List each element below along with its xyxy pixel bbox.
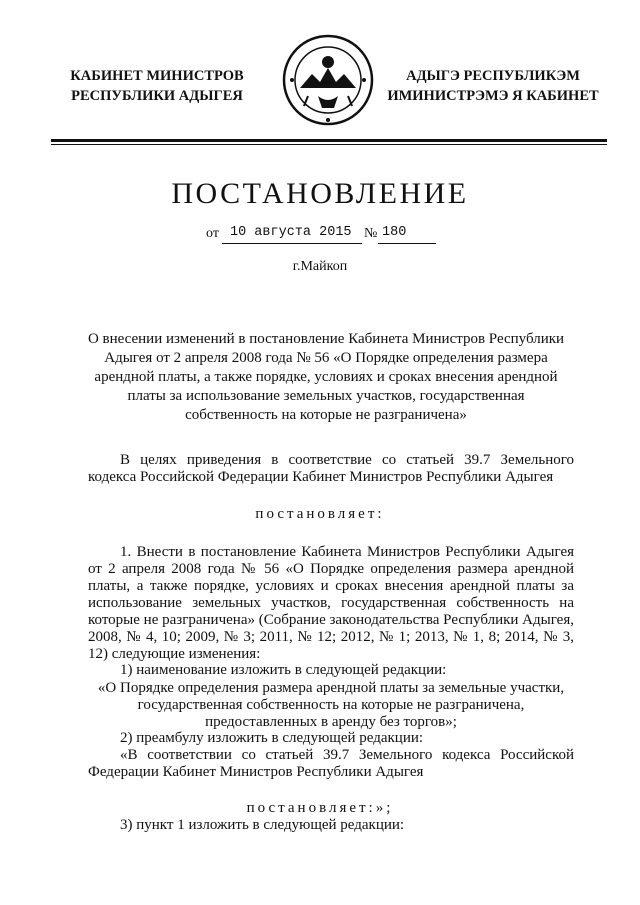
- decides-heading-quoted: постановляет:»;: [246, 800, 394, 816]
- subitem-2: 2) преамбулу изложить в следующей редакции:: [120, 730, 424, 746]
- subitem-1: 1) наименование изложить в следующей редакции:: [120, 662, 447, 678]
- subject-line: О внесении изменений в постановление Кабинета Министров Республики: [87, 331, 565, 347]
- document-title: ПОСТАНОВЛЕНИЕ: [171, 177, 469, 210]
- date-underline: [222, 243, 362, 244]
- header-rule-thick: [51, 139, 607, 142]
- issuer-line-1-adyghe: АДЫГЭ РЕСПУБЛИКЭМ: [406, 68, 580, 84]
- issuer-line-2: РЕСПУБЛИКИ АДЫГЕЯ: [71, 88, 243, 104]
- number-underline: [378, 243, 436, 244]
- item-1-paragraph: 1. Внести в постановление Кабинета Министров Республики Адыгея от 2 апреля 2008 года № 56 «О Порядке определения размера арендной платы, а также порядке, условиях и сроках внесения арендной платы за использование земельных участков, государственная собственность на которые не разграничена» (Собрание законодательства Республики Адыгея, 2008, № 4, 10; 2009, № 3; 2011, № 12; 2012, № 1; 2013, № 1, 8; 2014, № 3, 12) следующие изменения:: [88, 544, 574, 662]
- quote-line: «О Порядке определения размера арендной платы за земельные участки,: [97, 680, 565, 696]
- subject-line: платы за использование земельных участков, государственная: [127, 388, 525, 404]
- issuer-line-2-adyghe: ИМИНИСТРЭМЭ Я КАБИНЕТ: [387, 88, 599, 104]
- subject-line: Адыгея от 2 апреля 2008 года № 56 «О Порядке определения размера: [104, 350, 548, 366]
- subject-line: собственность на которые не разграничена»: [185, 407, 467, 423]
- date-number-line: [206, 220, 446, 244]
- subject-line: арендной платы, а также порядке, условиях и сроках внесения арендной: [94, 369, 558, 385]
- date-value: 10 августа 2015: [230, 225, 352, 240]
- decides-heading: постановляет:: [255, 506, 385, 522]
- date-prefix: от: [206, 226, 219, 241]
- quote-line: государственная собственность на которые не разграничена,: [137, 697, 525, 713]
- subitem-2-quote: «В соответствии со статьей 39.7 Земельного кодекса Российской Федерации Кабинет Министров Республики Адыгея: [88, 747, 574, 780]
- city-name: г.Майкоп: [292, 259, 348, 274]
- coat-of-arms-emblem: [272, 24, 384, 136]
- subitem-1-quote: [88, 680, 574, 731]
- subitem-3: 3) пункт 1 изложить в следующей редакции:: [120, 817, 405, 833]
- issuer-block-russian: [52, 66, 262, 106]
- issuer-block-adyghe: [386, 66, 600, 106]
- number-prefix: №: [364, 226, 378, 241]
- header-rule-thin: [51, 144, 607, 145]
- preamble-paragraph: В целях приведения в соответствие со статьей 39.7 Земельного кодекса Российской Федерации Кабинет Министров Республики Адыгея: [88, 452, 574, 485]
- number-value: 180: [382, 225, 407, 240]
- document-subject: [80, 330, 572, 425]
- issuer-line-1: КАБИНЕТ МИНИСТРОВ: [70, 68, 244, 84]
- quote-line: предоставленных в аренду без торгов»;: [205, 714, 457, 730]
